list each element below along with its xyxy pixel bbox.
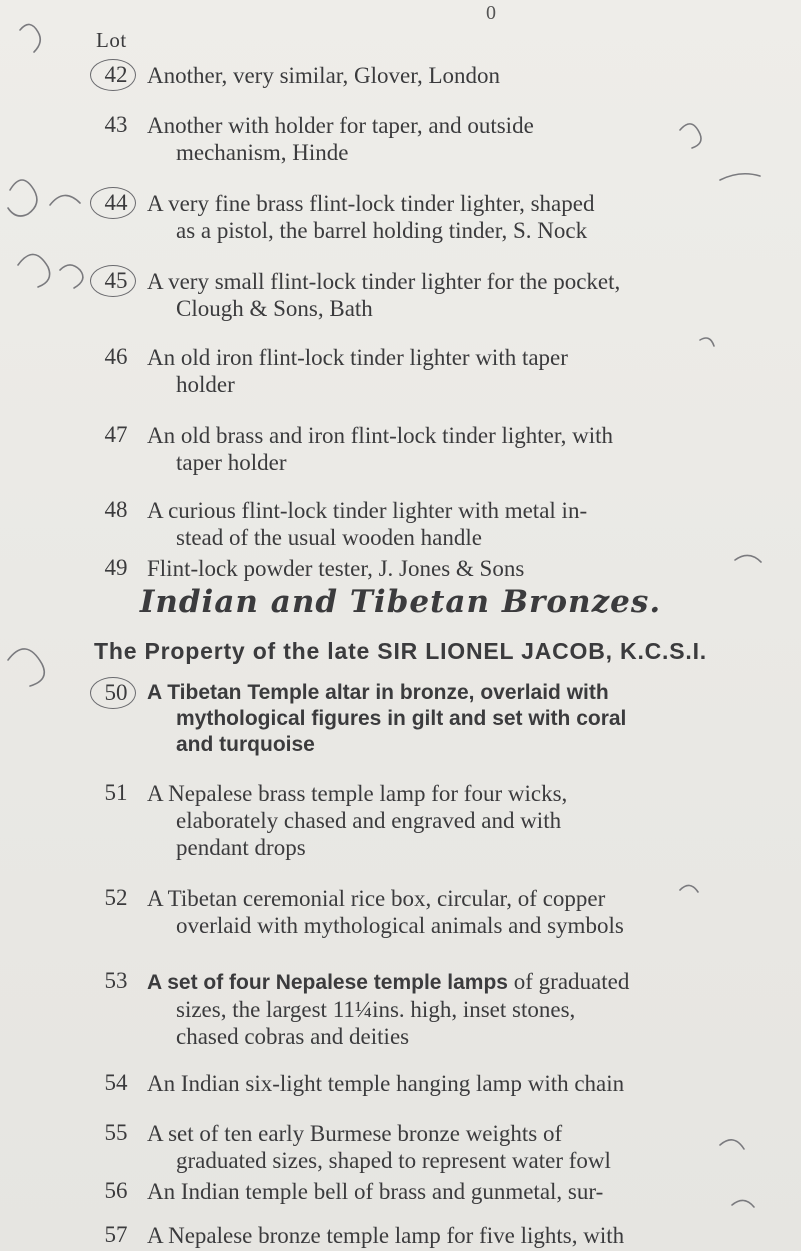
lot-line: and turquoise: [176, 733, 315, 756]
lot-number: 56: [104, 1178, 128, 1203]
lot-column-header: Lot: [96, 28, 127, 52]
lot-line: A curious flint-lock tinder lighter with metal in-: [147, 498, 588, 523]
lot-description: [147, 422, 747, 476]
lot-line: A very small flint-lock tinder lighter for the pocket,: [147, 269, 621, 294]
lot-line: taper holder: [176, 450, 287, 475]
lot-line: pendant drops: [176, 835, 306, 860]
lot-line: Clough & Sons, Bath: [176, 296, 373, 321]
margin-scribble-mark: [18, 254, 50, 287]
lot-number: 51: [104, 780, 128, 805]
lot-number: 42: [96, 62, 136, 88]
lot-line: of graduated: [508, 969, 630, 994]
lot-description: [147, 1120, 747, 1174]
lot-line: An old iron flint-lock tinder lighter with taper: [147, 345, 568, 370]
lot-line: A Nepalese brass temple lamp for four wicks,: [147, 781, 568, 806]
lot-description: [147, 344, 747, 398]
lot-line: An Indian temple bell of brass and gunmetal, sur-: [147, 1179, 604, 1204]
lot-line: Flint-lock powder tester, J. Jones & Sons: [147, 556, 525, 581]
lot-description: [147, 1178, 747, 1205]
lot-description: [147, 680, 747, 758]
lot-number: 43: [104, 112, 128, 137]
lot-description: [147, 62, 747, 89]
lot-line: An Indian six-light temple hanging lamp with chain: [147, 1071, 625, 1096]
lot-description: [147, 190, 747, 244]
lot-line: elaborately chased and engraved and with: [176, 808, 562, 833]
lot-bold-prefix: A set of four Nepalese temple lamps: [147, 971, 508, 994]
lot-line: A set of ten early Burmese bronze weights of: [147, 1121, 563, 1146]
lot-description: [147, 968, 747, 1050]
lot-line: mechanism, Hinde: [176, 140, 349, 165]
section-title: Indian and Tibetan Bronzes.: [139, 584, 662, 620]
lot-line: mythological figures in gilt and set with coral: [176, 707, 627, 730]
lot-line: A Tibetan Temple altar in bronze, overlaid with: [147, 681, 609, 704]
section-subtitle: The Property of the late SIR LIONEL JACOB, K.C.S.I.: [94, 638, 707, 664]
lot-number: 47: [104, 422, 128, 447]
lot-line: sizes, the largest 11¼ins. high, inset stones,: [176, 997, 576, 1022]
lot-number: 54: [104, 1070, 128, 1095]
lot-line: as a pistol, the barrel holding tinder, S. Nock: [176, 218, 588, 243]
lot-line: stead of the usual wooden handle: [176, 525, 482, 550]
lot-description: [147, 112, 747, 166]
lot-number: 49: [104, 555, 128, 580]
lot-description: [147, 1222, 747, 1249]
lot-description: [147, 555, 747, 582]
lot-line: holder: [176, 372, 235, 397]
lot-line: overlaid with mythological animals and symbols: [176, 913, 624, 938]
lot-line: Another, very similar, Glover, London: [147, 63, 501, 88]
lot-number: 48: [104, 497, 128, 522]
lot-description: [147, 497, 747, 551]
lot-number: 53: [104, 968, 128, 993]
lot-number: 52: [104, 885, 128, 910]
margin-scribble-mark: [20, 24, 40, 52]
lot-description: [147, 1070, 747, 1097]
lot-number: 57: [104, 1222, 128, 1247]
page-number: 0: [486, 2, 496, 24]
lot-line: graduated sizes, shaped to represent water fowl: [176, 1148, 611, 1173]
lot-number: 44: [96, 190, 136, 216]
margin-scribble-mark: [8, 180, 37, 216]
lot-number: 55: [104, 1120, 128, 1145]
lot-number: 46: [104, 344, 128, 369]
lot-number: 45: [96, 268, 136, 294]
lot-description: [147, 885, 747, 939]
lot-number: 50: [96, 680, 136, 706]
lot-line: Another with holder for taper, and outside: [147, 113, 534, 138]
lot-description: [147, 780, 747, 861]
lot-line: An old brass and iron flint-lock tinder lighter, with: [147, 423, 614, 448]
margin-scribble-mark: [50, 195, 80, 205]
lot-line: A Tibetan ceremonial rice box, circular, of copper: [147, 886, 606, 911]
margin-scribble-mark: [720, 174, 760, 180]
lot-line: chased cobras and deities: [176, 1024, 410, 1049]
lot-line: A very fine brass flint-lock tinder lighter, shaped: [147, 191, 595, 216]
margin-scribble-mark: [60, 265, 83, 288]
lot-description: [147, 268, 747, 322]
lot-line: A Nepalese bronze temple lamp for five lights, with: [147, 1223, 625, 1248]
